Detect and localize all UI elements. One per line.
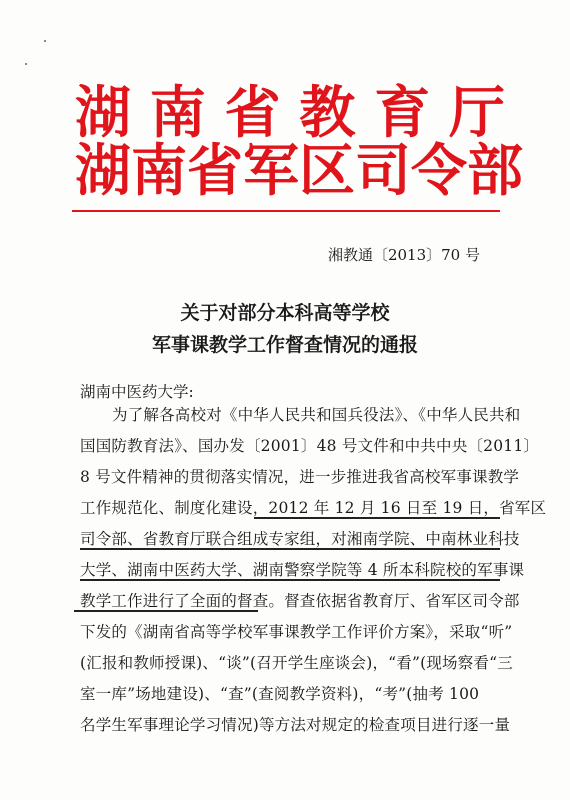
letterhead-char: 省 <box>224 80 281 146</box>
handwritten-underline <box>80 579 500 581</box>
letterhead-line-2 <box>75 136 523 206</box>
letterhead-char: 南 <box>149 80 206 146</box>
letterhead-char: 省 <box>187 138 243 204</box>
letterhead-char: 南 <box>131 138 187 204</box>
letterhead-red-rule <box>72 210 500 212</box>
body-line: 教学工作进行了全面的督查。督查依据省教育厅、省军区司令部 <box>80 592 520 610</box>
handwritten-underline <box>80 548 500 550</box>
letterhead-char: 部 <box>467 138 523 204</box>
body-line: 8 号文件精神的贯彻落实情况，进一步推进我省高校军事课教学 <box>80 468 520 486</box>
salutation: 湖南中医药大学: <box>80 383 194 401</box>
letterhead-char: 湖 <box>75 80 131 146</box>
body-line: 室一库”场地建设)、“查”(查阅教学资料)，“考”(抽考 100 <box>80 685 480 703</box>
letterhead-char: 司 <box>355 138 411 204</box>
scan-speck <box>44 40 46 42</box>
body-line: 下发的《湖南省高等学校军事课教学工作评价方案》，采取“听” <box>80 623 513 641</box>
body-line: 为了解各高校对《中华人民共和国兵役法》、《中华人民共和 <box>112 406 521 424</box>
letterhead-char: 厅 <box>448 80 505 146</box>
letterhead-char: 令 <box>411 138 467 204</box>
letterhead-char: 军 <box>243 138 299 204</box>
body-line: 名学生军事理论学习情况)等方法对规定的检查项目进行逐一量 <box>80 716 511 734</box>
body-line: 工作规范化、制度化建设，2012 年 12 月 16 日至 19 日，省军区 <box>80 499 547 517</box>
body-line: 国国防教育法》、国办发〔2001〕48 号文件和中共中央〔2011〕 <box>80 437 540 455</box>
body-line: 大学、湖南中医药大学、湖南警察学院等 4 所本科院校的军事课 <box>80 561 525 579</box>
letterhead-char: 教 <box>299 80 356 146</box>
scan-speck <box>25 63 27 65</box>
document-title-line-2: 军事课教学工作督查情况的通报 <box>151 334 418 356</box>
document-title-line-1: 关于对部分本科高等学校 <box>180 302 390 324</box>
body-line: (汇报和教师授课)、“谈”(召开学生座谈会)，“看”(现场察看“三 <box>80 654 513 672</box>
handwritten-underline <box>74 610 258 612</box>
letterhead-char: 育 <box>374 80 431 146</box>
handwritten-underline <box>254 517 500 519</box>
letterhead-char: 湖 <box>75 138 131 204</box>
body-line: 司令部、省教育厅联合组成专家组，对湘南学院、中南林业科技 <box>80 530 520 548</box>
document-number: 湘教通〔2013〕70 号 <box>327 246 480 264</box>
letterhead-char: 区 <box>299 138 355 204</box>
